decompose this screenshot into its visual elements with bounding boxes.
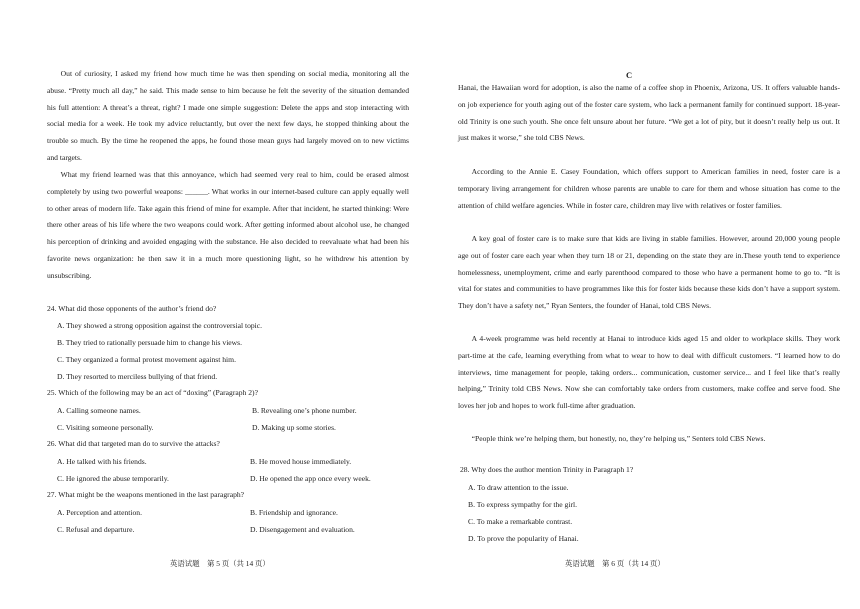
question-27-option-c: C. Refusal and departure. [57, 525, 135, 534]
question-27-option-b: B. Friendship and ignorance. [250, 508, 338, 517]
right-paragraph-2: According to the Annie E. Casey Foundation, which offers support to American families in need, foster care is a temporary living arrangement for children whose parents are unable to care for them and whose situation has come to the attention of child welfare agencies. While in foster care, children may live with relatives or foster families. [458, 167, 840, 210]
question-24-option-b: B. They tried to rationally persuade him to change his views. [57, 338, 243, 347]
right-paragraph-1: Hanai, the Hawaiian word for adoption, is also the name of a coffee shop in Phoenix, Arizona, US. It offers valuable hands-on job experience for youth aging out of the foster care system, who lack a permanent family for continued support. 18-year-old Trinity is one such youth. She once felt unsure about her future. “We get a lot of pity, but it doesn’t really help us out. It just makes it worse,” she told CBS News. [458, 83, 840, 143]
question-26-option-b: B. He moved house immediately. [250, 457, 352, 466]
right-paragraph-4: A 4-week programme was held recently at Hanai to introduce kids aged 15 and older to workplace skills. They work part-time at the cafe, learning everything from what to wear to how to deal with difficult customers. “I learned how to do interviews, time management for people, taking orders... communication, customer service... and I feel like that’s really helping,” Trinity told CBS News. Now she can comfortably take orders from customers, make coffee and serve food. She loves her job and hopes to work full-time after graduation. [458, 334, 840, 411]
page-footer-5: 英语试题 第 5 页（共 14 页） [170, 559, 270, 568]
question-26-stem: 26. What did that targeted man do to survive the attacks? [47, 439, 220, 448]
question-24-stem: 24. What did those opponents of the author’s friend do? [47, 304, 217, 313]
page-6 [430, 0, 860, 609]
question-28-option-d: D. To prove the popularity of Hanai. [468, 534, 579, 543]
right-paragraph-5: “People think we’re helping them, but honestly, no, they’re helping us,” Senters told CBS News. [471, 434, 766, 443]
left-paragraph-1: Out of curiosity, I asked my friend how much time he was then spending on social media, monitoring all the abuse. “Pretty much all day,” he said. This made sense to him because he felt the severity of the situation demanded his full attention: A threat’s a threat, right? I made one simple suggestion: Delete the apps and stop interacting with social media for a week. He took my advice reluctantly, but over the next few days, he stopped thinking about the trouble so much. By the time he reopened the apps, he found those mean guys had largely moved on to new victims and targets. [47, 69, 409, 162]
right-paragraph-3: A key goal of foster care is to make sure that kids are living in stable families. However, around 20,000 young people age out of foster care each year when they turn 18 or 21, depending on the state they are in.These youth tend to experience homelessness, unemployment, crime and early parenthood compared to those who have a permanent home to go to. “It is vital for states and communities to have programmes like this for foster kids because these kids don’t have a support system. They don’t have a safety net,” Ryan Senters, the founder of Hanai, told CBS News. [458, 234, 840, 311]
question-25-option-b: B. Revealing one’s phone number. [252, 406, 357, 415]
question-25-option-a: A. Calling someone names. [57, 406, 141, 415]
question-26-option-d: D. He opened the app once every week. [250, 474, 371, 483]
question-25-option-c: C. Visiting someone personally. [57, 423, 154, 432]
question-27-option-a: A. Perception and attention. [57, 508, 142, 517]
question-24-option-a: A. They showed a strong opposition against the controversial topic. [57, 321, 263, 330]
question-25-option-d: D. Making up some stories. [252, 423, 336, 432]
question-28-stem: 28. Why does the author mention Trinity in Paragraph 1? [460, 465, 634, 474]
question-24-option-d: D. They resorted to merciless bullying of that friend. [57, 372, 218, 381]
question-26-option-c: C. He ignored the abuse temporarily. [57, 474, 169, 483]
question-25-stem: 25. Which of the following may be an act of “doxing” (Paragraph 2)? [47, 388, 258, 397]
question-24-option-c: C. They organized a formal protest movement against him. [57, 355, 236, 364]
page-footer-6: 英语试题 第 6 页（共 14 页） [565, 559, 665, 568]
left-paragraph-2: What my friend learned was that this annoyance, which had seemed very real to him, could be erased almost completely by using two powerful weapons: ______. What works in our internet-based culture can apply equally well to other areas of modern life. Take again this friend of mine for example. After that incident, he started thinking: Were there other areas of his life where the two weapons could work. After getting informed about alcohol use, he changed his perception of drinking and avoided engaging with the substance. He also decided to reevaluate what had been his favorite news organization: he then saw it in a much more questioning light, so he withdrew his attention by unsubscribing. [47, 170, 409, 280]
question-28-option-c: C. To make a remarkable contrast. [468, 517, 573, 526]
question-27-option-d: D. Disengagement and evaluation. [250, 525, 355, 534]
question-28-option-b: B. To express sympathy for the girl. [468, 500, 578, 509]
question-28-option-a: A. To draw attention to the issue. [468, 483, 569, 492]
question-27-stem: 27. What might be the weapons mentioned in the last paragraph? [47, 490, 245, 499]
question-26-option-a: A. He talked with his friends. [57, 457, 147, 466]
section-letter: C [626, 70, 633, 80]
